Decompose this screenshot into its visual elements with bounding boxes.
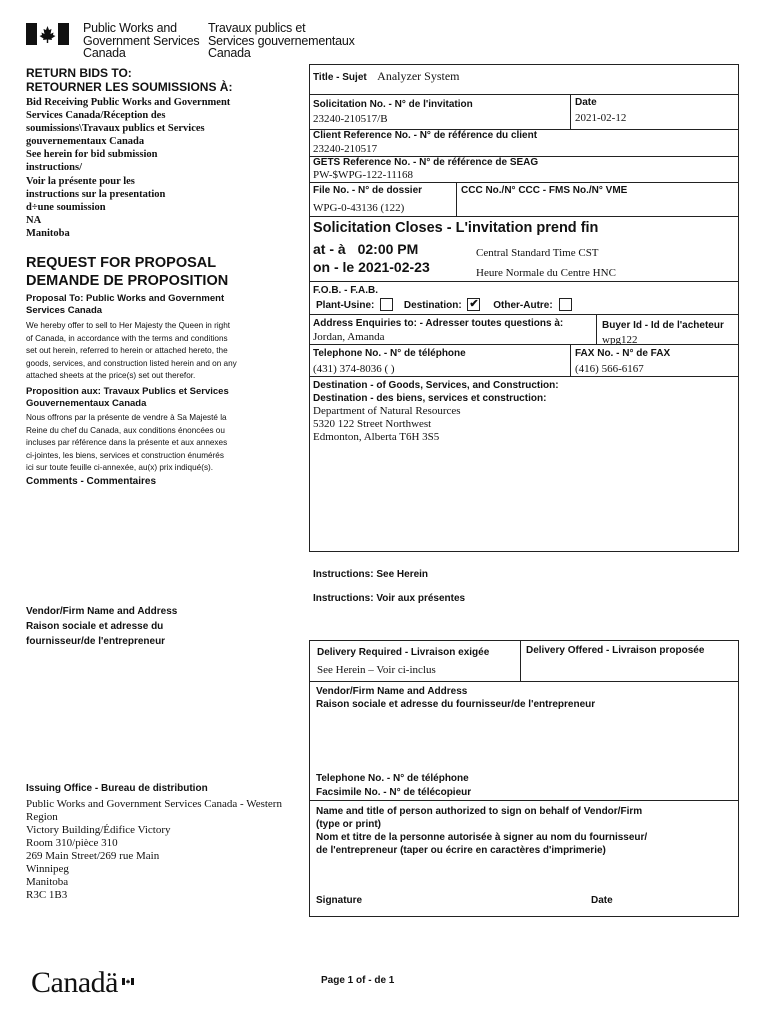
divider (309, 800, 739, 801)
file-label: File No. - N° de dossier (313, 185, 423, 196)
wordmark-flag-icon (122, 972, 134, 979)
ccc-label: CCC No./N° CCC - FMS No./N° VME (461, 185, 628, 196)
text-line: ci-jointes, les biens, services et construction énumérés (26, 450, 224, 460)
text-line: We hereby offer to sell to Her Majesty the Queen in right (26, 321, 231, 330)
rfp-en: REQUEST FOR PROPOSAL (26, 255, 217, 271)
vendor-label-left (26, 604, 177, 649)
dept-en-line: Public Works and (83, 21, 177, 35)
text-line: incluses par référence dans la présente et aux annexes (26, 438, 228, 448)
department-name-en (83, 22, 199, 60)
text-line: Voir la présente pour les (26, 175, 135, 187)
vendor-line: Raison sociale et adresse du (26, 621, 164, 632)
proposition-aux (26, 386, 229, 410)
timezone-en: Central Standard Time CST (476, 247, 599, 259)
solicitation-label: Solicitation No. - N° de l'invitation (313, 99, 473, 110)
text-line: attached sheets at the price(s) set out therefor. (26, 371, 196, 381)
date-value: 2021-02-12 (575, 112, 627, 124)
text-line: Victory Building/Édifice Victory (26, 824, 171, 836)
dept-en-line: Canada (83, 46, 126, 60)
vendor-firm-label (316, 686, 595, 711)
vendor-telephone-label: Telephone No. - N° de téléphone (316, 773, 469, 784)
proposal-to-line: Proposal To: Public Works and Government (26, 293, 225, 304)
destination-label-line: Destination - of Goods, Services, and Construction: (313, 380, 559, 391)
text-line: Department of Natural Resources (313, 405, 461, 417)
offer-text-fr (26, 412, 296, 475)
offer-text-en (26, 320, 296, 383)
issuing-office-address (26, 798, 306, 902)
text-line: instructions sur la presentation (26, 188, 166, 200)
solicitation-closes-title: Solicitation Closes - L'invitation prend fin (313, 220, 599, 236)
plant-label: Plant-Usine: (316, 300, 375, 312)
vendor-firm-line: Raison sociale et adresse du fournisseur/de l'entrepreneur (316, 698, 596, 710)
signature-date-label: Date (591, 895, 613, 906)
comments-label: Comments - Commentaires (26, 476, 157, 487)
department-name-fr (208, 22, 355, 60)
timezone-fr: Heure Normale du Centre HNC (476, 267, 616, 279)
text-line: Room 310/pièce 310 (26, 837, 118, 849)
fob-options (316, 299, 572, 312)
title-value: Analyzer System (377, 69, 460, 83)
divider (309, 344, 739, 345)
checkmark-icon: ✔ (469, 298, 479, 310)
buyer-id-label: Buyer Id - Id de l'acheteur (602, 320, 724, 331)
address-enquiries-label: Address Enquiries to: - Adresser toutes questions à: (313, 318, 564, 329)
divider (309, 281, 739, 282)
authorized-line: de l'entrepreneur (taper ou écrire en caractères d'imprimerie) (316, 845, 606, 856)
on-label: on - le (313, 259, 355, 275)
text-line: ici sur toute feuille ci-annexée, au(x) prix indiqué(s). (26, 463, 214, 473)
text-line: Region (26, 811, 58, 823)
authorized-line: Name and title of person authorized to sign on behalf of Vendor/Firm (316, 806, 643, 817)
divider (456, 182, 457, 216)
text-line: Manitoba (26, 227, 70, 239)
buyer-id-value: wpg122 (602, 334, 638, 344)
date-label: Date (575, 97, 597, 108)
timezone (476, 243, 616, 283)
text-line: Manitoba (26, 876, 69, 888)
divider (309, 681, 739, 682)
text-line: of Canada, in accordance with the terms and conditions (26, 333, 228, 343)
file-value: WPG-0-43136 (122) (313, 202, 405, 214)
vendor-line: fournisseur/de l'entrepreneur (26, 636, 166, 647)
client-ref-label: Client Reference No. - N° de référence du client (313, 130, 538, 141)
return-bids-en: RETURN BIDS TO: (26, 66, 132, 80)
text-line: Public Works and Government Services Canada - Western (26, 798, 282, 810)
divider (309, 314, 739, 315)
text-line: gouvernementaux Canada (26, 136, 145, 148)
instructions-fr: Instructions: Voir aux présentes (313, 593, 466, 604)
return-bids-fr: RETOURNER LES SOUMISSIONS À: (26, 80, 233, 94)
solicitation-value: 23240-210517/B (313, 113, 388, 125)
fax-label: FAX No. - N° de FAX (575, 348, 671, 359)
dept-fr-line: Services gouvernementaux (208, 33, 355, 48)
closing-date-value: 2021-02-23 (358, 259, 430, 275)
proposal-to-line: Services Canada (26, 305, 103, 316)
divider (520, 640, 521, 681)
text-line: 5320 122 Street Northwest (313, 418, 432, 430)
text-line: 269 Main Street/269 rue Main (26, 850, 160, 862)
text-line: NA (26, 214, 42, 226)
divider (570, 344, 571, 376)
gets-value: PW-$WPG-122-11168 (313, 169, 414, 181)
delivery-required-value: See Herein – Voir ci-inclus (317, 664, 436, 676)
text-line: instructions/ (26, 162, 83, 174)
gets-label: GETS Reference No. - N° de référence de SEAG (313, 157, 539, 168)
return-bids-heading (26, 66, 232, 94)
fax-value: (416) 566-6167 (575, 363, 644, 375)
vendor-line: Vendor/Firm Name and Address (26, 606, 178, 617)
text-line: See herein for bid submission (26, 149, 158, 161)
text-line: soumissions\Travaux publics et Services (26, 123, 205, 135)
text-line: set out herein, referred to herein or attached hereto, the (26, 346, 228, 356)
title-label: Title - Sujet (313, 72, 367, 83)
text-line: Winnipeg (26, 863, 69, 875)
dept-fr-line: Canada (208, 46, 251, 60)
destination-label-line: Destination - des biens, services et construction: (313, 393, 547, 404)
vendor-firm-input[interactable] (316, 713, 731, 768)
rfp-heading (26, 254, 228, 290)
at-label: at - à (313, 241, 346, 257)
telephone-label: Telephone No. - N° de téléphone (313, 348, 466, 359)
delivery-offered-label: Delivery Offered - Livraison proposée (526, 645, 705, 656)
text-line: Bid Receiving Public Works and Government (26, 97, 231, 108)
address-enquiries-value: Jordan, Amanda (313, 331, 385, 343)
proposition-line: Gouvernementaux Canada (26, 398, 147, 409)
text-line: Services Canada/Réception des (26, 110, 166, 122)
destination-address (313, 405, 461, 444)
dept-fr-line: Travaux publics et (208, 21, 306, 35)
other-label: Other-Autre: (493, 300, 553, 312)
vendor-firm-line: Vendor/Firm Name and Address (316, 686, 468, 697)
destination-of-goods-label (313, 379, 559, 405)
closing-time-value: 02:00 PM (357, 241, 419, 257)
text-line: d÷une soumission (26, 201, 106, 213)
divider (309, 376, 739, 377)
authorized-person-input[interactable] (316, 860, 731, 890)
vendor-facsimile-label: Facsimile No. - N° de télécopieur (316, 787, 472, 798)
divider (570, 94, 571, 129)
authorized-line: Nom et titre de la personne autorisée à signer au nom du fournisseur/ (316, 832, 648, 843)
plant-checkbox[interactable] (380, 298, 393, 311)
bid-receiving-address (26, 96, 296, 240)
client-ref-value: 23240-210517 (313, 143, 378, 155)
issuing-office-label: Issuing Office - Bureau de distribution (26, 783, 208, 794)
divider (309, 94, 739, 95)
rfp-fr: DEMANDE DE PROPOSITION (26, 273, 229, 289)
authorized-line: (type or print) (316, 819, 381, 830)
proposal-to (26, 293, 224, 317)
signature-label: Signature (316, 895, 363, 906)
divider (309, 216, 739, 217)
proposition-line: Proposition aux: Travaux Publics et Services (26, 386, 229, 397)
delivery-required-label: Delivery Required - Livraison exigée (317, 647, 490, 658)
canada-wordmark: Canadä (31, 966, 118, 999)
text-line: Edmonton, Alberta T6H 3S5 (313, 431, 440, 443)
fob-label: F.O.B. - F.A.B. (313, 285, 378, 296)
authorized-person-label (316, 805, 647, 857)
text-line: Nous offrons par la présente de vendre à Sa Majesté la (26, 413, 227, 422)
destination-label: Destination: (403, 300, 462, 312)
text-line: Reine du chef du Canada, aux conditions énoncées ou (26, 425, 225, 435)
divider (309, 182, 739, 183)
divider (596, 314, 597, 344)
page-number: Page 1 of - de 1 (321, 975, 395, 986)
instructions-en: Instructions: See Herein (313, 569, 429, 580)
text-line: goods, services, and construction listed herein and on any (26, 358, 237, 368)
canada-flag-icon (26, 23, 69, 45)
title-field (313, 67, 459, 85)
destination-checkbox[interactable] (467, 298, 480, 311)
telephone-value: (431) 374-8036 ( ) (313, 363, 395, 375)
other-checkbox[interactable] (559, 298, 572, 311)
text-line: R3C 1B3 (26, 889, 68, 901)
vendor-contact-labels (316, 772, 471, 800)
closing-time (313, 240, 430, 276)
dept-en-line: Government Services (83, 33, 200, 48)
